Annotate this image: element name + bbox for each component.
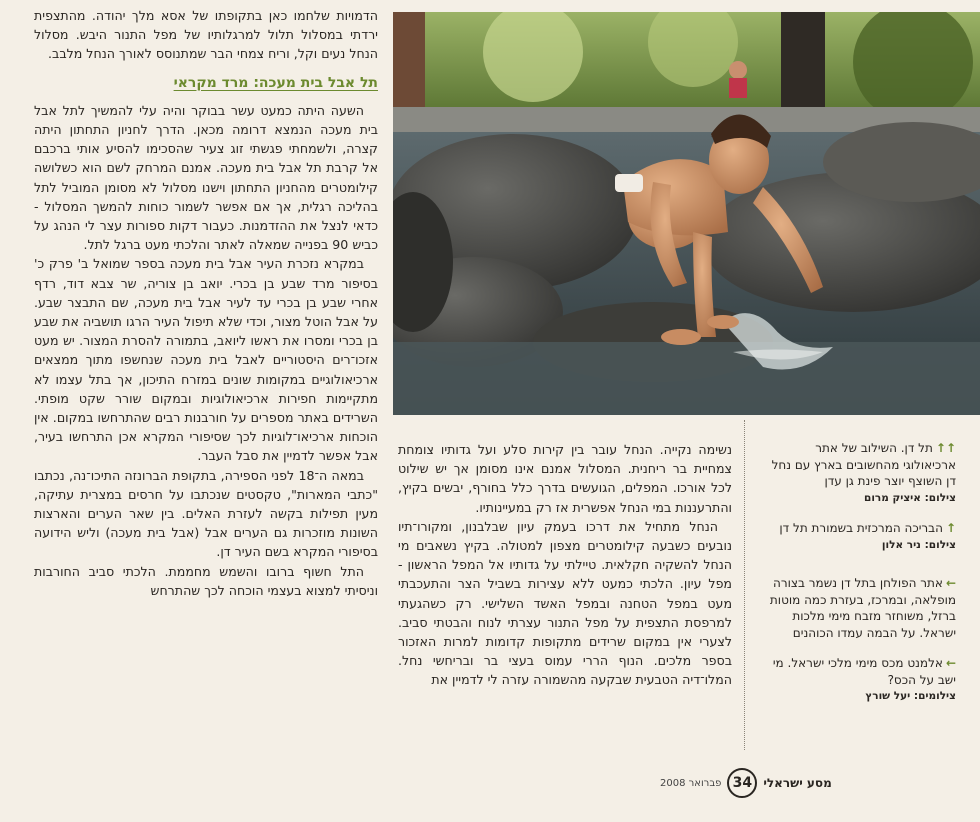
paragraph: הדמויות שלחמו כאן בתקופתו של אסא מלך יהודה. מהתצפית ירדתי במסלול תלול למרגלותיו של מפל התנור היבש. מסלול הנחל נעים וקל, וריח צמחי הבר שמתנוסס לאורך הנחל מלבב. (34, 8, 378, 62)
page-footer (660, 768, 832, 798)
section-heading: תל אבל בית מעכה: מרד מקראי (173, 74, 378, 91)
arrow-up-icon: ↑↑ (935, 441, 956, 455)
paragraph: השעה היתה כמעט עשר בבוקר והיה עלי להמשיך לתל אבל בית מעכה הנמצא דרומה מכאן. הדרך לחניון התחתון היתה קצרה, ולשמחתי פגשתי זוג צעיר שהסכימו להסיע אותי ברכבם אל קרבת תל אבל בית מעכה. אמנם המרחק לשם הוא כשלושה קילומטרים מהחניון התחתון וישנו מסלול לא מסומן המוביל לתל בהליכה רגלית, אך אם אפשר לשמור כוחות להמשך המסלול - כדאי לנצל את ההזדמנות. כעבור דקות ספורות עצר לי הנהג על כביש 90 בפנייה שמאלה לאתר והלכתי מעט ברגל לתל. (34, 102, 378, 253)
caption-text: אתר הפולחן בתל דן נשמר בצורה מופלאה, ובמרכז, בעזרת כמה מוטות ברזל, משוחזר מזבח מימי מלכות ישראל. על הבמה עמדו הכוהנים (769, 576, 956, 640)
photo-credit: צילום: ניר אלון (881, 538, 956, 551)
arrow-up-icon: ↑ (945, 521, 956, 535)
issue-date: פברואר 2008 (660, 777, 722, 789)
photo-credit: צילומים: יעל שורץ (865, 690, 956, 702)
arrow-left-icon: ← (945, 576, 956, 590)
caption (760, 575, 956, 641)
paragraph: התל חשוף ברובו והשמש מחממת. הלכתי סביב החורבות וניסיתי למצוא בעצמי הוכחה לכך שהתרחש (34, 563, 378, 598)
paragraph: נשימה נקייה. הנחל עובר בין קירות סלע ועל גדותיו צומחת צמחיית בר ריחנית. המסלול אמנם אינו מסומן אך יש שילוט לכל אורכו. המפלים, הגועשים בדרך כלל בחורף, יבשים בקיץ, והתרעננות במי הנחל אפשרית אז רק במעיינותיו. (398, 442, 732, 515)
article-column-right (34, 6, 378, 600)
page-number: 34 (727, 768, 757, 798)
photo-child-at-stream (393, 12, 980, 415)
caption-text: אלמנט מכס מימי מלכי ישראל. מי ישב על הכס? (772, 656, 956, 687)
photo-credit: צילום: איציק מרום (864, 491, 956, 504)
article-column-middle (398, 440, 732, 690)
caption-text: הבריכה המרכזית בשמורת תל דן (779, 521, 943, 535)
column-divider (744, 420, 745, 750)
paragraph: במאה ה־18 לפני הספירה, בתקופת הברונזה התיכו־נה, נכתבו "כתבי המארות", טקסטים שנכתבו על חרסים במצרית עתיקה, מעין תפילות בקשה לעזרת האלים. בין שאר הערים והארצות השונות מוזכרות גם הערים אבל (אבל בית מעכה) וליש הידועה בסיפורי המקרא בשם העיר דן. (34, 467, 378, 560)
paragraph: במקרא נזכרת העיר אבל בית מעכה בספר שמואל ב' פרק כ' בסיפור מרד שבע בן בכרי. יואב בן צוריה, שר צבא דוד, רדף אחרי שבע בן בכרי עד לעיר אבל בית מעכה, שם התבצר שבע. על אבל הוטל מצור, וכדי שלא תיפול העיר הרגו תושביה את שבע בן בכרי ומסרו את ראשו ליואב, בתמורה להסרת המצור. יש מעט אזכו־רים היסטוריים לאבל בית מעכה שנחשפו מתוך ממצאים ארכיאולוגיים במקומות שונים במזרח התיכון, אך בתל עצמו לא מתקיימות חפירות ארכיאולוגיות ובמקום שורר שקט מופתי. השרידים באתר מספרים על חורבנות רבים שהתרחשו במקום. אין הוכחות ארכיאו־לוגיות לכך שסיפורי המקרא אכן התרחשו בעיר, אבל אפשר לדמיין את סבל העבר. (34, 256, 378, 464)
caption (760, 520, 956, 553)
magazine-name: מסע ישראלי (763, 776, 832, 790)
caption (760, 655, 956, 705)
paragraph: הנחל מתחיל את דרכו בעמק עיון שבלבנון, ומקורו־תיו נובעים כשבעה קילומטרים מצפון למטולה. בקיץ נשאבים מי הנחל להשקיה חקלאית. טיילתי על גדותיו אל המפל הראשון - מפל עיון. הלכתי כמעט ללא עצירות בשביל הצר והתעכבתי מעט במפל הטחנה ובמפל האשד השלישי. רק כשהגעתי למרפסת התצפית על מפל התנור עצרתי לנוח והבטתי סביב. לצערי אין במקום שרידים מתקופות קדומות למרות האזכור בספר מלכים. הנוף הררי עמוס בעצי בר ובריחשי נחל. המלו־דיה הטבעית שבקעה מהשמורה עזרה לי לדמיין את (398, 518, 732, 688)
caption (760, 440, 956, 506)
photo-captions (760, 440, 956, 719)
arrow-left-icon: ← (945, 656, 956, 670)
caption-text: תל דן. השילוב של אתר ארכיאולוגי מהחשובים בארץ עם נחל דן השוצף יוצר פינת גן עדן (771, 441, 956, 488)
